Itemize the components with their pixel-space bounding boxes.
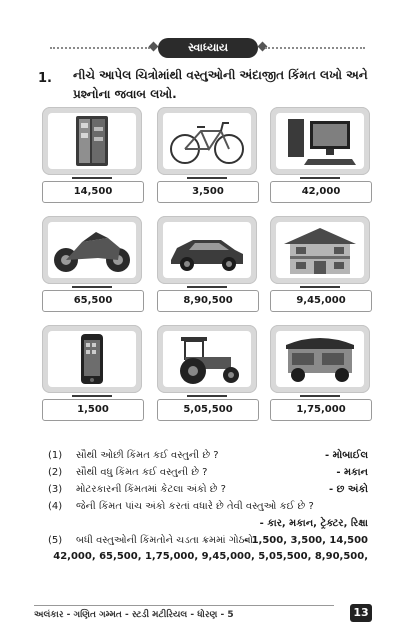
footer-divider	[34, 605, 334, 606]
item-card	[270, 216, 370, 284]
item-card	[270, 107, 370, 175]
section-header	[0, 38, 413, 58]
answer-row	[48, 501, 368, 533]
price-label: 14,500	[42, 181, 144, 203]
price-label: 1,75,000	[270, 399, 372, 421]
answer-value-continued: 42,000, 65,500, 1,75,000, 9,45,000, 5,05,500, 8,90,500,	[53, 551, 368, 562]
item-card	[157, 325, 257, 393]
answer-value: - છ અંકો	[329, 484, 368, 495]
connector-line	[72, 177, 112, 179]
answer-row	[48, 467, 368, 481]
answer-row	[48, 535, 368, 569]
answer-number: (2)	[48, 467, 63, 478]
price-label: 8,90,500	[157, 290, 259, 312]
page-number: 13	[350, 604, 372, 622]
item-card	[42, 325, 142, 393]
item-card	[157, 216, 257, 284]
answer-question: જેની કિંમત પાંચ અંકો કરતાં વધારે છે તેવી વસ્તુઓ કઈ છે ?	[76, 501, 314, 512]
answer-number: (3)	[48, 484, 63, 495]
car-icon	[163, 222, 251, 278]
item-card	[270, 325, 370, 393]
answer-number: (5)	[48, 535, 63, 546]
connector-line	[187, 286, 227, 288]
connector-line	[72, 286, 112, 288]
header-divider-left	[50, 47, 150, 53]
answer-question: સૌથી વધુ કિંમત કઈ વસ્તુની છે ?	[76, 467, 208, 478]
bicycle-icon	[163, 113, 251, 169]
motorcycle-icon	[48, 222, 136, 278]
connector-line	[72, 395, 112, 397]
price-label: 1,500	[42, 399, 144, 421]
answer-row	[48, 450, 368, 464]
item-card	[157, 107, 257, 175]
price-label: 65,500	[42, 290, 144, 312]
connector-line	[300, 286, 340, 288]
connector-line	[300, 395, 340, 397]
price-label: 5,05,500	[157, 399, 259, 421]
connector-line	[187, 395, 227, 397]
answer-value: - કાર, મકાન, ટ્રેક્ટર, રિક્ષા	[259, 518, 368, 529]
answer-value: - 1,500, 3,500, 14,500	[243, 535, 368, 546]
answer-question: સૌથી ઓછી કિંમત કઈ વસ્તુની છે ?	[76, 450, 219, 461]
answer-number: (4)	[48, 501, 63, 512]
answer-value: - મકાન	[336, 467, 368, 478]
header-divider-right	[265, 47, 365, 53]
answer-question: મોટરકારની કિંમતમાં કેટલા અંકો છે ?	[76, 484, 226, 495]
connector-line	[300, 177, 340, 179]
price-label: 42,000	[270, 181, 372, 203]
item-card	[42, 216, 142, 284]
tractor-icon	[163, 331, 251, 387]
question-text: નીચે આપેલ ચિત્રોમાંથી વસ્તુઓની અંદાજીત કિંમત લખો અને પ્રશ્નોના જવાબ લખો.	[73, 68, 368, 101]
answer-question: બધી વસ્તુઓની કિંમતોને ચડતા ક્રમમાં ગોઠવો.	[76, 535, 257, 546]
answer-value: - મોબાઈલ	[325, 450, 368, 461]
footer-text: અલંકાર - ગણિત ગમ્મત - સ્ટડી મટીરિયલ - ધોરણ - 5	[34, 610, 234, 620]
answer-row	[48, 484, 368, 498]
question-number: 1.	[38, 71, 52, 86]
item-card	[42, 107, 142, 175]
auto-rickshaw-icon	[276, 331, 364, 387]
refrigerator-icon	[48, 113, 136, 169]
house-icon	[276, 222, 364, 278]
connector-line	[187, 177, 227, 179]
price-label: 9,45,000	[270, 290, 372, 312]
computer-icon	[276, 113, 364, 169]
mobile-phone-icon	[48, 331, 136, 387]
section-title-badge: સ્વાધ્યાય	[158, 38, 258, 58]
price-label: 3,500	[157, 181, 259, 203]
answer-number: (1)	[48, 450, 63, 461]
diamond-icon	[149, 42, 159, 52]
